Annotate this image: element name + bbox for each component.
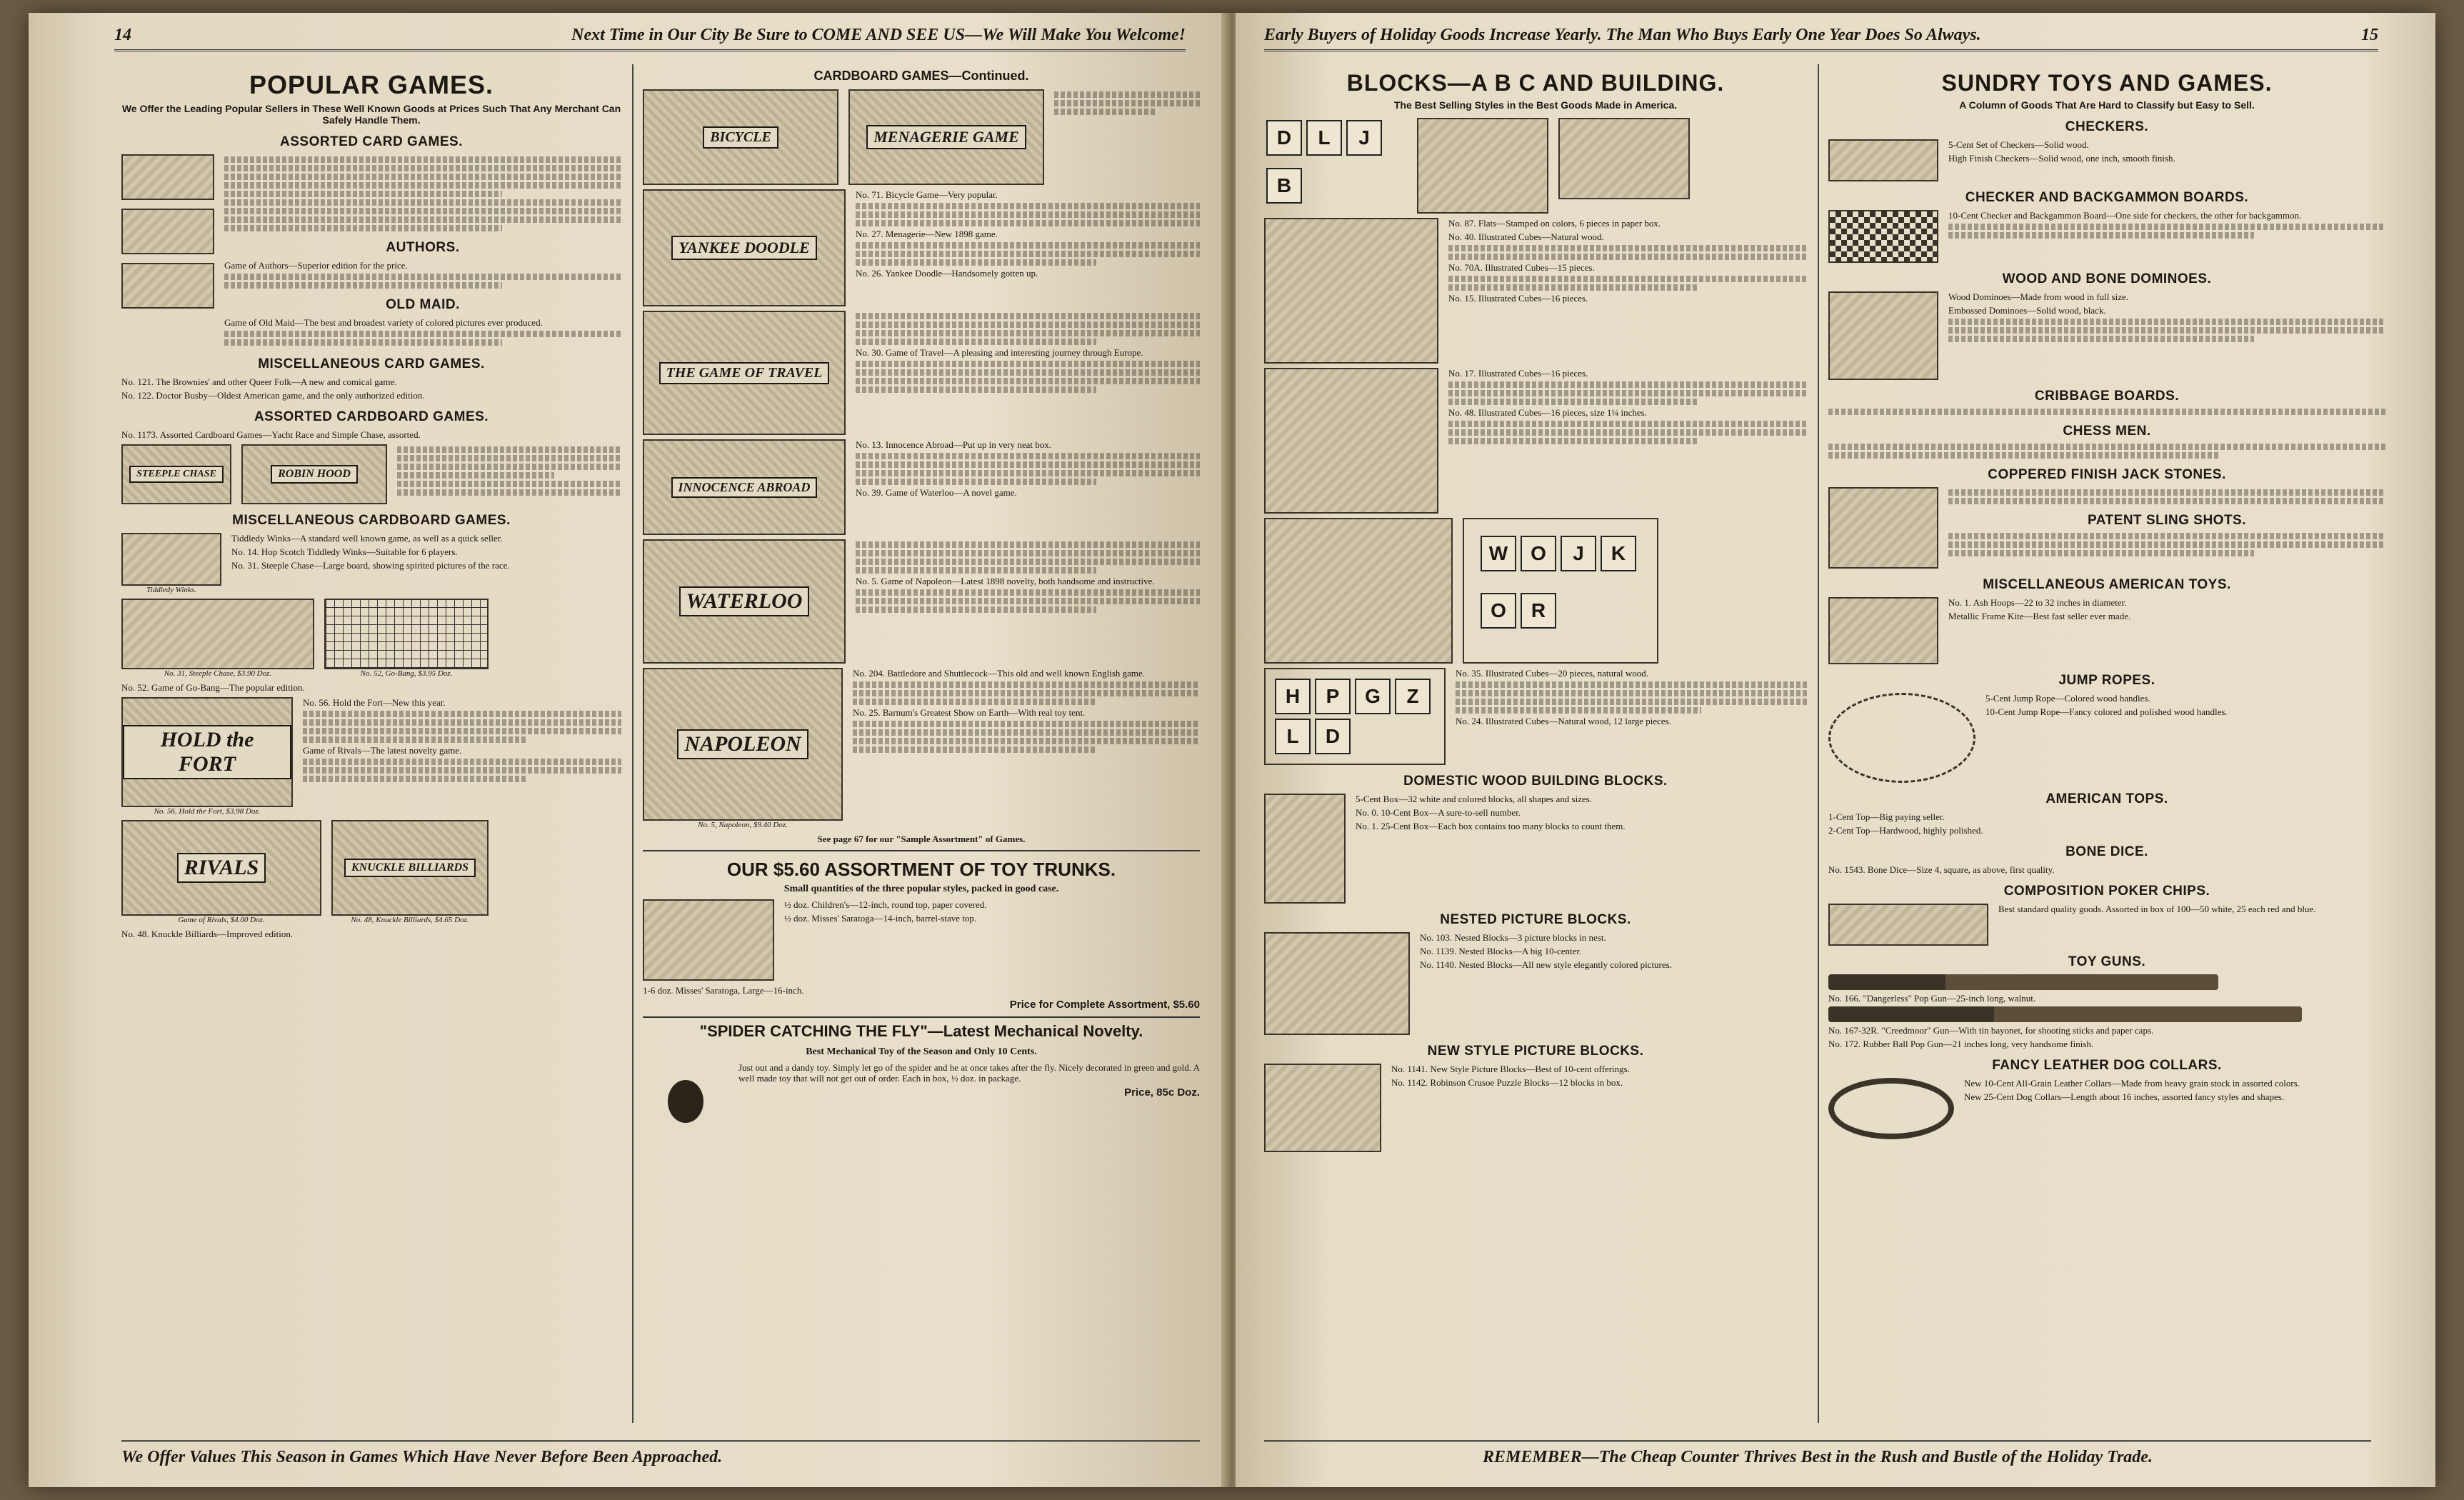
napoleon-caption: No. 5, Napoleon, $9.40 Doz. <box>698 821 788 829</box>
cardboard-continued-heading: CARDBOARD GAMES—Continued. <box>813 69 1029 83</box>
kite-picture <box>1828 597 1938 664</box>
innocence-thumb: INNOCENCE ABROAD <box>643 439 846 535</box>
item-48: No. 48. Illustrated Cubes—16 pieces, size 1¼ inches. <box>1448 407 1647 418</box>
bone-dominoes-item: Embossed Dominoes—Solid wood, black. <box>1948 305 2106 316</box>
old-maid-item: Game of Old Maid—The best and broadest variety of colored pictures ever produced. <box>224 317 543 328</box>
gun-172: No. 172. Rubber Ball Pop Gun—21 inches long, very handsome finish. <box>1828 1039 2094 1049</box>
collar-25-cent: New 25-Cent Dog Collars—Length about 16 inches, assorted fancy styles and shapes. <box>1964 1091 2285 1102</box>
card-game-picture <box>121 209 214 254</box>
nested-blocks-picture <box>1264 932 1410 1035</box>
item-35: No. 35. Illustrated Cubes—20 pieces, natural wood. <box>1456 668 1649 679</box>
alphabet-block: J <box>1346 120 1382 156</box>
checkers-hi-item: High Finish Checkers—Solid wood, one inch, smooth finish. <box>1948 153 2175 164</box>
blocks-set-picture <box>1417 118 1548 214</box>
menagerie-thumb: MENAGERIE GAME <box>848 89 1044 185</box>
blocks-title: BLOCKS—A B C AND BUILDING. <box>1346 70 1725 96</box>
catalog-spread <box>29 13 2435 1487</box>
right-column-1 <box>1264 64 1807 1430</box>
robin-hood-thumb: ROBIN HOOD <box>241 444 387 504</box>
item-1142: No. 1142. Robinson Crusoe Puzzle Blocks—12 blocks in box. <box>1391 1077 1623 1088</box>
brownies-item: No. 121. The Brownies' and other Queer Folk—A new and comical game. <box>121 376 397 387</box>
american-tops-heading: AMERICAN TOPS. <box>2045 791 2168 806</box>
bicycle-thumb: BICYCLE <box>643 89 838 185</box>
card-games-illustrations <box>121 154 621 348</box>
trunk-saratoga-misses: ½ doz. Misses' Saratoga—14-inch, barrel-stave top. <box>784 913 977 924</box>
jump-ropes-heading: JUMP ROPES. <box>2058 673 2155 688</box>
right-column-2 <box>1828 64 2385 1430</box>
busby-item: No. 122. Doctor Busby—Oldest American game, and the only authorized edition. <box>121 390 425 401</box>
rivals-caption: Game of Rivals, $4.00 Doz. <box>178 916 265 924</box>
tiddledy-caption: Tiddledy Winks. <box>146 586 196 594</box>
go-bang-item: No. 52. Game of Go-Bang—The popular edition. <box>121 682 305 693</box>
checkers-heading: CHECKERS. <box>2065 119 2149 134</box>
item-87: No. 87. Flats—Stamped on colors, 6 pieces in paper box. <box>1448 218 1661 229</box>
bone-dice-item: No. 1543. Bone Dice—Size 4, square, as above, first quality. <box>1828 864 2055 875</box>
top-2-cent: 2-Cent Top—Hardwood, highly polished. <box>1828 825 1983 836</box>
page-number-right: 15 <box>2361 26 2378 44</box>
alphabet-cubes-picture <box>1264 368 1438 514</box>
left-column-2 <box>643 64 1200 1430</box>
toy-trunks-subtitle: Small quantities of the three popular styles, packed in good case. <box>783 884 1059 894</box>
dominoes-picture <box>1828 291 1938 380</box>
header-slogan-right: Early Buyers of Holiday Goods Increase Yearly. The Man Who Buys Early One Year Does So Always. <box>1264 26 1981 44</box>
trunk-saratoga-large: 1-6 doz. Misses' Saratoga, Large—16-inch. <box>643 985 804 996</box>
napoleon-item: No. 5. Game of Napoleon—Latest 1898 novelty, both handsome and instructive. <box>856 576 1155 586</box>
right-running-header <box>1264 26 2378 51</box>
steeple-chase-picture <box>121 599 314 669</box>
dog-collars-heading: FANCY LEATHER DOG COLLARS. <box>1992 1058 2222 1073</box>
sling-shot-picture <box>1828 487 1938 569</box>
travel-thumb: THE GAME OF TRAVEL <box>643 311 846 435</box>
poker-chips-heading: COMPOSITION POKER CHIPS. <box>2003 884 2210 899</box>
go-bang-board <box>324 599 489 669</box>
abc-blocks-set-b <box>1463 518 1658 664</box>
pop-gun-picture <box>1828 974 2218 990</box>
chess-heading: CHESS MEN. <box>2063 424 2151 439</box>
yankee-doodle-thumb: YANKEE DOODLE <box>643 189 846 306</box>
jump-rope-5: 5-Cent Jump Rope—Colored wood handles. <box>1985 693 2150 704</box>
nested-1139: No. 1139. Nested Blocks—A big 10-center. <box>1420 946 1582 956</box>
alphabet-block: D <box>1315 719 1351 754</box>
sling-shots-heading: PATENT SLING SHOTS. <box>2087 513 2247 528</box>
alphabet-block: L <box>1275 719 1311 754</box>
alphabet-block: W <box>1481 536 1516 571</box>
checkerboard-picture <box>1828 210 1938 263</box>
building-blocks-picture <box>1264 794 1346 904</box>
jack-stones-heading: COPPERED FINISH JACK STONES. <box>1988 467 2226 482</box>
battledore-item: No. 204. Battledore and Shuttlecock—This old and well known English game. <box>853 668 1146 679</box>
kite-item: Metallic Frame Kite—Best fast seller ever made. <box>1948 611 2131 621</box>
checkers-picture <box>1828 139 1938 181</box>
picture-cubes <box>1264 518 1453 664</box>
hold-fort-item: No. 56. Hold the Fort—New this year. <box>303 697 446 708</box>
assorted-card-games-heading: ASSORTED CARD GAMES. <box>280 134 463 149</box>
alphabet-block: H <box>1275 679 1311 714</box>
item-17: No. 17. Illustrated Cubes—16 pieces. <box>1448 368 1588 379</box>
dominoes-heading: WOOD AND BONE DOMINOES. <box>2002 271 2212 286</box>
old-maid-heading: OLD MAID. <box>386 297 460 312</box>
collar-10-cent: New 10-Cent All-Grain Leather Collars—Made from heavy grain stock in assorted colors. <box>1964 1078 2300 1089</box>
blocks-set-picture <box>1558 118 1690 199</box>
left-running-header <box>114 26 1186 51</box>
nested-1140: No. 1140. Nested Blocks—All new style elegantly colored pictures. <box>1420 959 1672 970</box>
spider-subtitle: Best Mechanical Toy of the Season and Only 10 Cents. <box>806 1046 1037 1057</box>
bone-dice-heading: BONE DICE. <box>2065 844 2148 859</box>
alphabet-block: R <box>1521 593 1556 629</box>
right-page <box>1236 13 2435 1487</box>
nested-blocks-heading: NESTED PICTURE BLOCKS. <box>1440 912 1631 927</box>
dominoes-item: Wood Dominoes—Made from wood in full size. <box>1948 291 2129 302</box>
popular-games-subtitle: We Offer the Leading Popular Sellers in These Well Known Goods at Prices Such That Any Merchant Can Safely Handle Them. <box>121 103 621 126</box>
new-style-blocks-heading: NEW STYLE PICTURE BLOCKS. <box>1427 1044 1644 1059</box>
cribbage-heading: CRIBBAGE BOARDS. <box>2034 389 2180 404</box>
alphabet-block: B <box>1266 168 1302 204</box>
backgammon-heading: CHECKER AND BACKGAMMON BOARDS. <box>1965 190 2249 205</box>
hold-fort-caption: No. 56, Hold the Fort, $3.98 Doz. <box>154 807 261 816</box>
spider-toy-picture <box>643 1069 728 1134</box>
waterloo-item: No. 39. Game of Waterloo—A novel game. <box>856 487 1017 498</box>
spider-price: Price, 85c Doz. <box>1124 1086 1200 1099</box>
poker-chips-picture <box>1828 904 1988 946</box>
poker-chips-item: Best standard quality goods. Assorted in box of 100—50 white, 25 each red and blue. <box>1998 904 2316 914</box>
alphabet-block: Z <box>1395 679 1431 714</box>
misc-cardboard-heading: MISCELLANEOUS CARDBOARD GAMES. <box>232 513 511 528</box>
rivals-item: Game of Rivals—The latest novelty game. <box>303 745 462 756</box>
hold-the-fort-thumb: HOLD the FORT <box>121 697 293 807</box>
column-rule <box>1818 64 1819 1423</box>
domestic-10-cent: No. 0. 10-Cent Box—A sure-to-sell number. <box>1356 807 1521 818</box>
alphabet-block: K <box>1601 536 1636 571</box>
barnum-item: No. 25. Barnum's Greatest Show on Earth—With real toy tent. <box>853 707 1086 718</box>
nested-103: No. 103. Nested Blocks—3 picture blocks in nest. <box>1420 932 1606 943</box>
assorted-cardboard-heading: ASSORTED CARDBOARD GAMES. <box>254 409 489 424</box>
misc-american-heading: MISCELLANEOUS AMERICAN TOYS. <box>1983 577 2231 592</box>
backgammon-item: 10-Cent Checker and Backgammon Board—One side for checkers, the other for backgammon. <box>1948 210 2302 221</box>
rivals-thumb: RIVALS <box>121 820 321 916</box>
creedmoor-gun-picture <box>1828 1006 2302 1022</box>
trunk-childrens: ½ doz. Children's—12-inch, round top, paper covered. <box>784 899 987 910</box>
new-style-blocks-picture <box>1264 1064 1381 1152</box>
item-70a: No. 70A. Illustrated Cubes—15 pieces. <box>1448 262 1595 273</box>
authors-heading: AUTHORS. <box>386 240 460 255</box>
page-number-left: 14 <box>114 26 131 44</box>
steeple-caption: No. 31, Steeple Chase, $3.90 Doz. <box>164 669 272 678</box>
tiddledy-picture <box>121 533 221 586</box>
blocks-subtitle: The Best Selling Styles in the Best Goods Made in America. <box>1393 99 1678 111</box>
domestic-5-cent: 5-Cent Box—32 white and colored blocks, all shapes and sizes. <box>1356 794 1593 804</box>
item-1141: No. 1141. New Style Picture Blocks—Best of 10-cent offerings. <box>1391 1064 1630 1074</box>
abc-blocks-set-c <box>1264 668 1446 765</box>
toy-guns-heading: TOY GUNS. <box>2068 954 2146 969</box>
toy-trunks-heading: OUR $5.60 ASSORTMENT OF TOY TRUNKS. <box>726 859 1116 880</box>
alphabet-block: D <box>1266 120 1302 156</box>
left-column-1 <box>121 64 621 1430</box>
misc-card-games-heading: MISCELLANEOUS CARD GAMES. <box>258 356 485 371</box>
tiddledy-item: Tiddledy Winks—A standard well known game, as well as a quick seller. <box>231 533 503 544</box>
domestic-25-cent: No. 1. 25-Cent Box—Each box contains too many blocks to count them. <box>1356 821 1626 831</box>
billiards-thumb: KNUCKLE BILLIARDS <box>331 820 489 916</box>
item-40: No. 40. Illustrated Cubes—Natural wood. <box>1448 231 1604 242</box>
menagerie-item: No. 27. Menagerie—New 1898 game. <box>856 229 998 239</box>
abc-blocks-set-a <box>1264 118 1407 214</box>
steeple-item: No. 31. Steeple Chase—Large board, showing spirited pictures of the race. <box>231 560 510 571</box>
napoleon-thumb: NAPOLEON <box>643 668 843 821</box>
authors-item: Game of Authors—Superior edition for the price. <box>224 260 408 271</box>
hoop-item: No. 1. Ash Hoops—22 to 32 inches in diameter. <box>1948 597 2127 608</box>
left-footer: We Offer Values This Season in Games Which Have Never Before Been Approached. <box>121 1440 1200 1467</box>
domestic-blocks-heading: DOMESTIC WOOD BUILDING BLOCKS. <box>1403 774 1668 789</box>
item-15: No. 15. Illustrated Cubes—16 pieces. <box>1448 293 1588 304</box>
sample-assortment-note: See page 67 for our "Sample Assortment" of Games. <box>817 834 1026 844</box>
jump-rope-picture <box>1828 693 1975 783</box>
alphabet-block: J <box>1561 536 1596 571</box>
trunk-assortment-price: Price for Complete Assortment, $5.60 <box>1009 999 1200 1011</box>
alphabet-block: G <box>1355 679 1391 714</box>
innocence-item: No. 13. Innocence Abroad—Put up in very neat box. <box>856 439 1052 450</box>
billiards-item: No. 48. Knuckle Billiards—Improved edition. <box>121 929 294 939</box>
hop-scotch-item: No. 14. Hop Scotch Tiddledy Winks—Suitable for 6 players. <box>231 546 458 557</box>
billiards-caption: No. 48, Knuckle Billiards, $4.65 Doz. <box>351 916 469 924</box>
alphabet-block: O <box>1521 536 1556 571</box>
item-1173: No. 1173. Assorted Cardboard Games—Yacht Race and Simple Chase, assorted. <box>121 429 421 440</box>
waterloo-thumb: WATERLOO <box>643 539 846 664</box>
dog-collar-picture <box>1828 1078 1954 1139</box>
right-footer: REMEMBER—The Cheap Counter Thrives Best in the Rush and Bustle of the Holiday Trade. <box>1264 1440 2371 1467</box>
jump-rope-10: 10-Cent Jump Rope—Fancy colored and polished wood handles. <box>1985 706 2228 717</box>
top-1-cent: 1-Cent Top—Big paying seller. <box>1828 811 1945 822</box>
alphabet-block: L <box>1306 120 1342 156</box>
gun-166: No. 166. "Dangerless" Pop Gun—25-inch long, walnut. <box>1828 993 2036 1004</box>
item-24: No. 24. Illustrated Cubes—Natural wood, 12 large pieces. <box>1456 716 1671 726</box>
column-rule <box>632 64 633 1423</box>
gun-167: No. 167-32R. "Creedmoor" Gun—With tin bayonet, for shooting sticks and paper caps. <box>1828 1025 2154 1036</box>
card-game-picture <box>121 154 214 200</box>
alphabet-block: O <box>1481 593 1516 629</box>
card-game-picture <box>121 263 214 309</box>
toy-trunk-picture <box>643 899 774 981</box>
spider-description: Just out and a dandy toy. Simply let go of the spider and he at once takes after the fly. Nicely decorated in green and gold. A well made toy that will not get out of order. Each in box, ½ doz. in package. <box>738 1062 1200 1084</box>
sundry-toys-subtitle: A Column of Goods That Are Hard to Classify but Easy to Sell. <box>1959 99 2255 111</box>
popular-games-title: POPULAR GAMES. <box>249 70 494 99</box>
steeple-thumb: STEEPLE CHASE <box>121 444 231 504</box>
left-page <box>29 13 1228 1487</box>
spider-heading: "SPIDER CATCHING THE FLY"—Latest Mechanical Novelty. <box>699 1022 1143 1040</box>
yankee-item: No. 26. Yankee Doodle—Handsomely gotten up. <box>856 268 1038 279</box>
header-slogan-left: Next Time in Our City Be Sure to COME AND SEE US—We Will Make You Welcome! <box>571 26 1186 44</box>
illustrated-cubes-picture <box>1264 218 1438 364</box>
go-bang-caption: No. 52, Go-Bang, $3.95 Doz. <box>360 669 453 678</box>
bicycle-item: No. 71. Bicycle Game—Very popular. <box>856 189 998 200</box>
travel-item: No. 30. Game of Travel—A pleasing and interesting journey through Europe. <box>856 347 1143 358</box>
sundry-toys-title: SUNDRY TOYS AND GAMES. <box>1941 70 2273 96</box>
checkers-item: 5-Cent Set of Checkers—Solid wood. <box>1948 139 2089 150</box>
alphabet-block: P <box>1315 679 1351 714</box>
